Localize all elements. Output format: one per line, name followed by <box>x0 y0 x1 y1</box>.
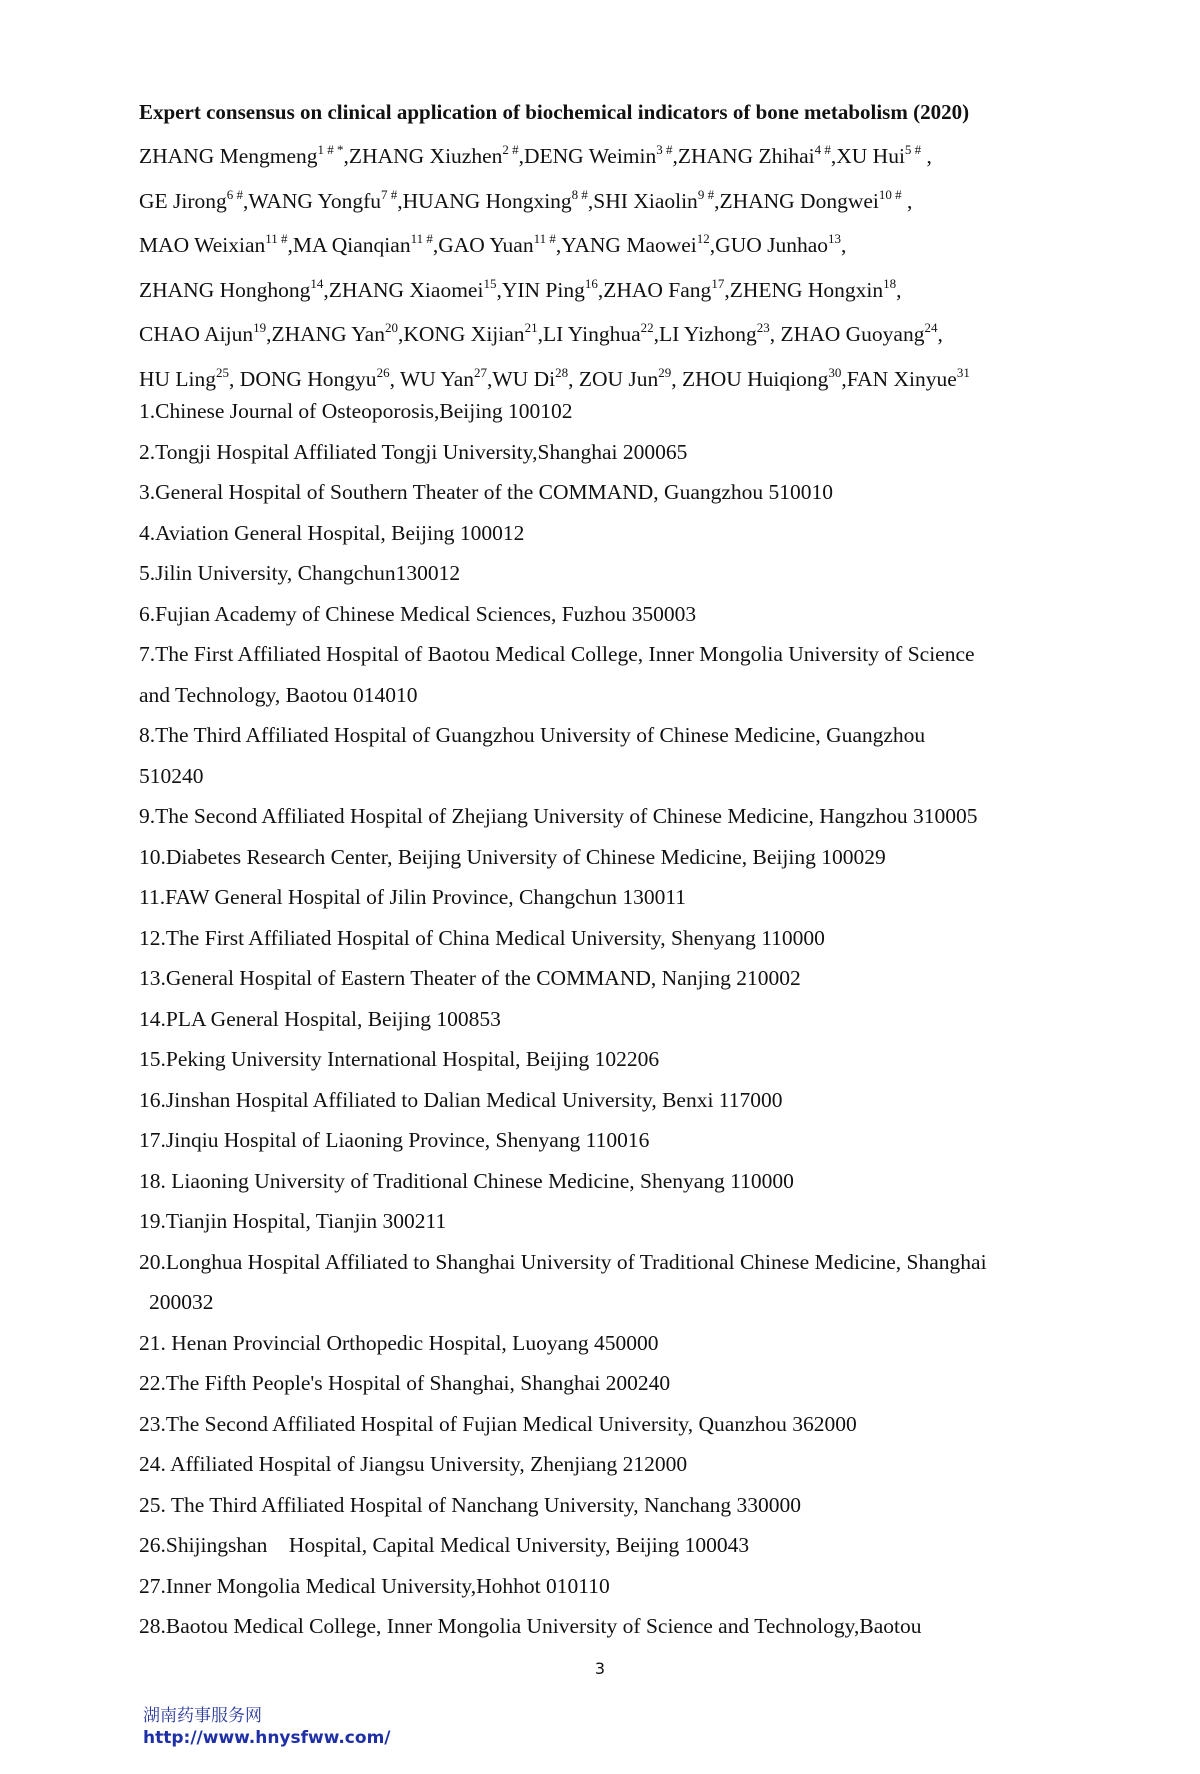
author-affiliation-mark: 25 <box>216 364 230 380</box>
affiliation-line: 9.The Second Affiliated Hospital of Zhejiang University of Chinese Medicine, Hangzhou 310005 <box>139 804 978 828</box>
author-affiliation-mark: 15 <box>483 275 497 291</box>
author-affiliation-mark: 11 # <box>533 231 556 246</box>
author-line <box>139 268 1099 313</box>
author-separator: , <box>896 277 902 302</box>
author-name: FAN Xinyue <box>846 366 957 391</box>
affiliation-line: 4.Aviation General Hospital, Beijing 100012 <box>139 520 525 545</box>
author-separator: , <box>769 322 781 346</box>
page-number: 3 <box>594 1659 606 1678</box>
affiliation-line: 18. Liaoning University of Traditional Chinese Medicine, Shenyang 110000 <box>139 1168 794 1193</box>
watermark-site-name: 湖南药事服务网 <box>143 1706 262 1726</box>
author-affiliation-mark: 26 <box>376 364 390 380</box>
affiliation-line: 23.The Second Affiliated Hospital of Fujian Medical University, Quanzhou 362000 <box>139 1411 857 1436</box>
author-separator: , <box>672 144 678 168</box>
affiliation-line: 510240 <box>139 763 204 788</box>
author-affiliation-mark: 30 <box>828 364 842 380</box>
affiliation-line: 1.Chinese Journal of Osteoporosis,Beijing 100102 <box>139 399 573 423</box>
author-name: ZHANG Yan <box>271 322 385 346</box>
author-name: ZHANG Mengmeng <box>139 144 318 168</box>
author-separator: , <box>841 366 847 391</box>
author-name: MAO Weixian <box>139 233 266 257</box>
author-separator: , <box>587 188 594 213</box>
author-line <box>139 179 1099 224</box>
author-name: HU Ling <box>139 366 217 391</box>
author-name: MA Qianqian <box>292 233 411 257</box>
affiliation-line: 28.Baotou Medical College, Inner Mongolia University of Science and Technology,Baotou <box>139 1614 922 1638</box>
author-name: DONG Hongyu <box>239 366 377 391</box>
author-affiliation-mark: 3 # <box>656 142 673 157</box>
author-separator: , <box>389 366 400 391</box>
author-separator: , <box>937 322 943 346</box>
author-separator: , <box>343 144 349 168</box>
author-separator: , <box>397 188 403 213</box>
author-separator: , <box>724 277 730 302</box>
author-separator: , <box>518 144 524 168</box>
author-affiliation-mark: 24 <box>924 320 938 335</box>
author-affiliation-mark: 8 # <box>571 186 588 202</box>
affiliation-line: 12.The First Affiliated Hospital of China Medical University, Shenyang 110000 <box>139 925 825 950</box>
affiliation-line: 10.Diabetes Research Center, Beijing University of Chinese Medicine, Beijing 100029 <box>139 844 886 869</box>
affiliation-line: 11.FAW General Hospital of Jilin Province, Changchun 130011 <box>139 885 687 909</box>
author-affiliation-mark: 22 <box>640 320 654 335</box>
affiliation-line: 7.The First Affiliated Hospital of Baotou Medical College, Inner Mongolia University of Science <box>139 642 975 666</box>
watermark <box>143 1705 543 1749</box>
author-separator: , <box>709 233 716 257</box>
affiliation-line: 13.General Hospital of Eastern Theater of the COMMAND, Nanjing 210002 <box>139 966 801 990</box>
author-affiliation-mark: 20 <box>384 320 398 335</box>
affiliation-line: 8.The Third Affiliated Hospital of Guangzhou University of Chinese Medicine, Guangzhou <box>139 723 926 747</box>
affiliation-line: 14.PLA General Hospital, Beijing 100853 <box>139 1006 501 1031</box>
author-affiliation-mark: 13 <box>828 231 842 246</box>
author-name: KONG Xijian <box>403 322 525 346</box>
affiliation-line: 25. The Third Affiliated Hospital of Nanchang University, Nanchang 330000 <box>139 1492 801 1517</box>
author-name: LI Yinghua <box>542 322 641 346</box>
author-name: GAO Yuan <box>438 233 534 257</box>
author-separator: , <box>266 322 272 346</box>
author-affiliation-mark: 6 # <box>226 186 244 202</box>
author-affiliation-mark: 14 <box>310 275 324 291</box>
author-name: ZHANG Honghong <box>139 277 311 302</box>
affiliation-list <box>139 391 1099 1647</box>
author-affiliation-mark: 7 # <box>381 186 398 202</box>
author-affiliation-mark: 10 # <box>878 186 902 202</box>
author-separator: , <box>597 277 604 302</box>
affiliation-line: 3.General Hospital of Southern Theater of the COMMAND, Guangzhou 510010 <box>139 480 834 504</box>
affiliation-line: 200032 <box>149 1290 214 1314</box>
author-separator: , <box>671 366 683 391</box>
author-affiliation-mark: 12 <box>696 231 710 246</box>
affiliation-line: 6.Fujian Academy of Chinese Medical Sciences, Fuzhou 350003 <box>139 601 697 626</box>
author-name: YIN Ping <box>501 277 585 302</box>
author-affiliation-mark: 1 # * <box>317 142 344 157</box>
author-affiliation-mark: 19 <box>253 320 267 335</box>
paper-title: Expert consensus on clinical application of biochemical indicators of bone metabolism (2020) <box>139 100 970 124</box>
author-list <box>139 134 1099 401</box>
author-separator: , <box>229 366 240 391</box>
author-separator: , <box>653 322 660 346</box>
affiliation-line: 17.Jinqiu Hospital of Liaoning Province, Shenyang 110016 <box>139 1128 650 1152</box>
author-name: CHAO Aijun <box>139 322 254 346</box>
author-name: WANG Yongfu <box>248 188 382 213</box>
author-name: ZHENG Hongxin <box>729 277 884 302</box>
affiliation-line: 21. Henan Provincial Orthopedic Hospital, Luoyang 450000 <box>139 1330 659 1355</box>
author-separator: , <box>714 188 720 213</box>
author-name: ZOU Jun <box>578 366 659 391</box>
author-separator: , <box>901 188 913 213</box>
author-name: ZHAO Guoyang <box>780 322 925 346</box>
author-name: WU Yan <box>399 366 475 391</box>
author-separator: , <box>243 188 249 213</box>
author-name: HUANG Hongxing <box>402 188 572 213</box>
author-separator: , <box>432 233 439 257</box>
author-affiliation-mark: 4 # <box>814 142 831 157</box>
author-name: WU Di <box>492 366 556 391</box>
affiliation-line: 5.Jilin University, Changchun130012 <box>139 561 461 585</box>
author-separator: , <box>496 277 502 302</box>
author-name: ZHAO Fang <box>603 277 712 302</box>
author-affiliation-mark: 11 # <box>265 231 288 246</box>
author-affiliation-mark: 5 # <box>904 142 922 157</box>
author-separator: , <box>921 144 932 168</box>
author-affiliation-mark: 17 <box>711 275 725 291</box>
affiliation-line: 16.Jinshan Hospital Affiliated to Dalian Medical University, Benxi 117000 <box>139 1087 783 1112</box>
affiliation-line: 2.Tongji Hospital Affiliated Tongji University,Shanghai 200065 <box>139 439 688 464</box>
author-affiliation-mark: 9 # <box>697 186 715 202</box>
author-affiliation-mark: 23 <box>756 320 770 335</box>
author-affiliation-mark: 16 <box>584 275 598 291</box>
author-separator: , <box>555 233 562 257</box>
affiliation-line: 19.Tianjin Hospital, Tianjin 300211 <box>139 1209 447 1233</box>
author-name: XU Hui <box>836 144 905 168</box>
author-line <box>139 134 1099 179</box>
author-line <box>139 312 1099 357</box>
author-affiliation-mark: 29 <box>658 364 672 380</box>
author-affiliation-mark: 21 <box>524 320 538 335</box>
affiliation-line: and Technology, Baotou 014010 <box>139 682 418 707</box>
author-line <box>139 223 1099 268</box>
affiliation-line: 27.Inner Mongolia Medical University,Hohhot 010110 <box>139 1573 610 1598</box>
affiliation-line: 15.Peking University International Hospital, Beijing 102206 <box>139 1047 660 1071</box>
author-affiliation-mark: 11 # <box>410 231 433 246</box>
author-name: DENG Weimin <box>524 144 657 168</box>
author-affiliation-mark: 27 <box>474 364 488 380</box>
author-name: YANG Maowei <box>561 233 697 257</box>
affiliation-line: 20.Longhua Hospital Affiliated to Shanghai University of Traditional Chinese Medicine, Shanghai <box>139 1249 987 1274</box>
author-separator: , <box>841 233 847 257</box>
author-separator: , <box>537 322 543 346</box>
author-name: ZHANG Dongwei <box>719 188 879 213</box>
author-name: GUO Junhao <box>715 233 829 257</box>
author-name: ZHANG Xiaomei <box>328 277 484 302</box>
author-separator: , <box>830 144 837 168</box>
affiliation-line: 24. Affiliated Hospital of Jiangsu University, Zhenjiang 212000 <box>139 1452 688 1476</box>
author-affiliation-mark: 2 # <box>502 142 519 157</box>
author-separator: , <box>397 322 404 346</box>
author-affiliation-mark: 18 <box>883 275 897 291</box>
author-affiliation-mark: 31 <box>956 364 970 380</box>
author-separator: , <box>568 366 579 391</box>
author-name: ZHANG Zhihai <box>677 144 815 168</box>
author-affiliation-mark: 28 <box>555 364 569 380</box>
affiliation-line: 26.Shijingshan Hospital, Capital Medical University, Beijing 100043 <box>139 1533 750 1557</box>
author-name: LI Yizhong <box>659 322 757 346</box>
author-separator: , <box>323 277 329 302</box>
affiliation-line: 22.The Fifth People's Hospital of Shanghai, Shanghai 200240 <box>139 1371 671 1395</box>
author-name: ZHANG Xiuzhen <box>348 144 503 168</box>
author-name: ZHOU Huiqiong <box>682 366 829 391</box>
author-separator: , <box>487 366 493 391</box>
author-name: GE Jirong <box>139 188 227 213</box>
watermark-url[interactable]: http://www.hnysfww.com/ <box>143 1728 391 1748</box>
author-name: SHI Xiaolin <box>593 188 698 213</box>
author-separator: , <box>287 233 293 257</box>
